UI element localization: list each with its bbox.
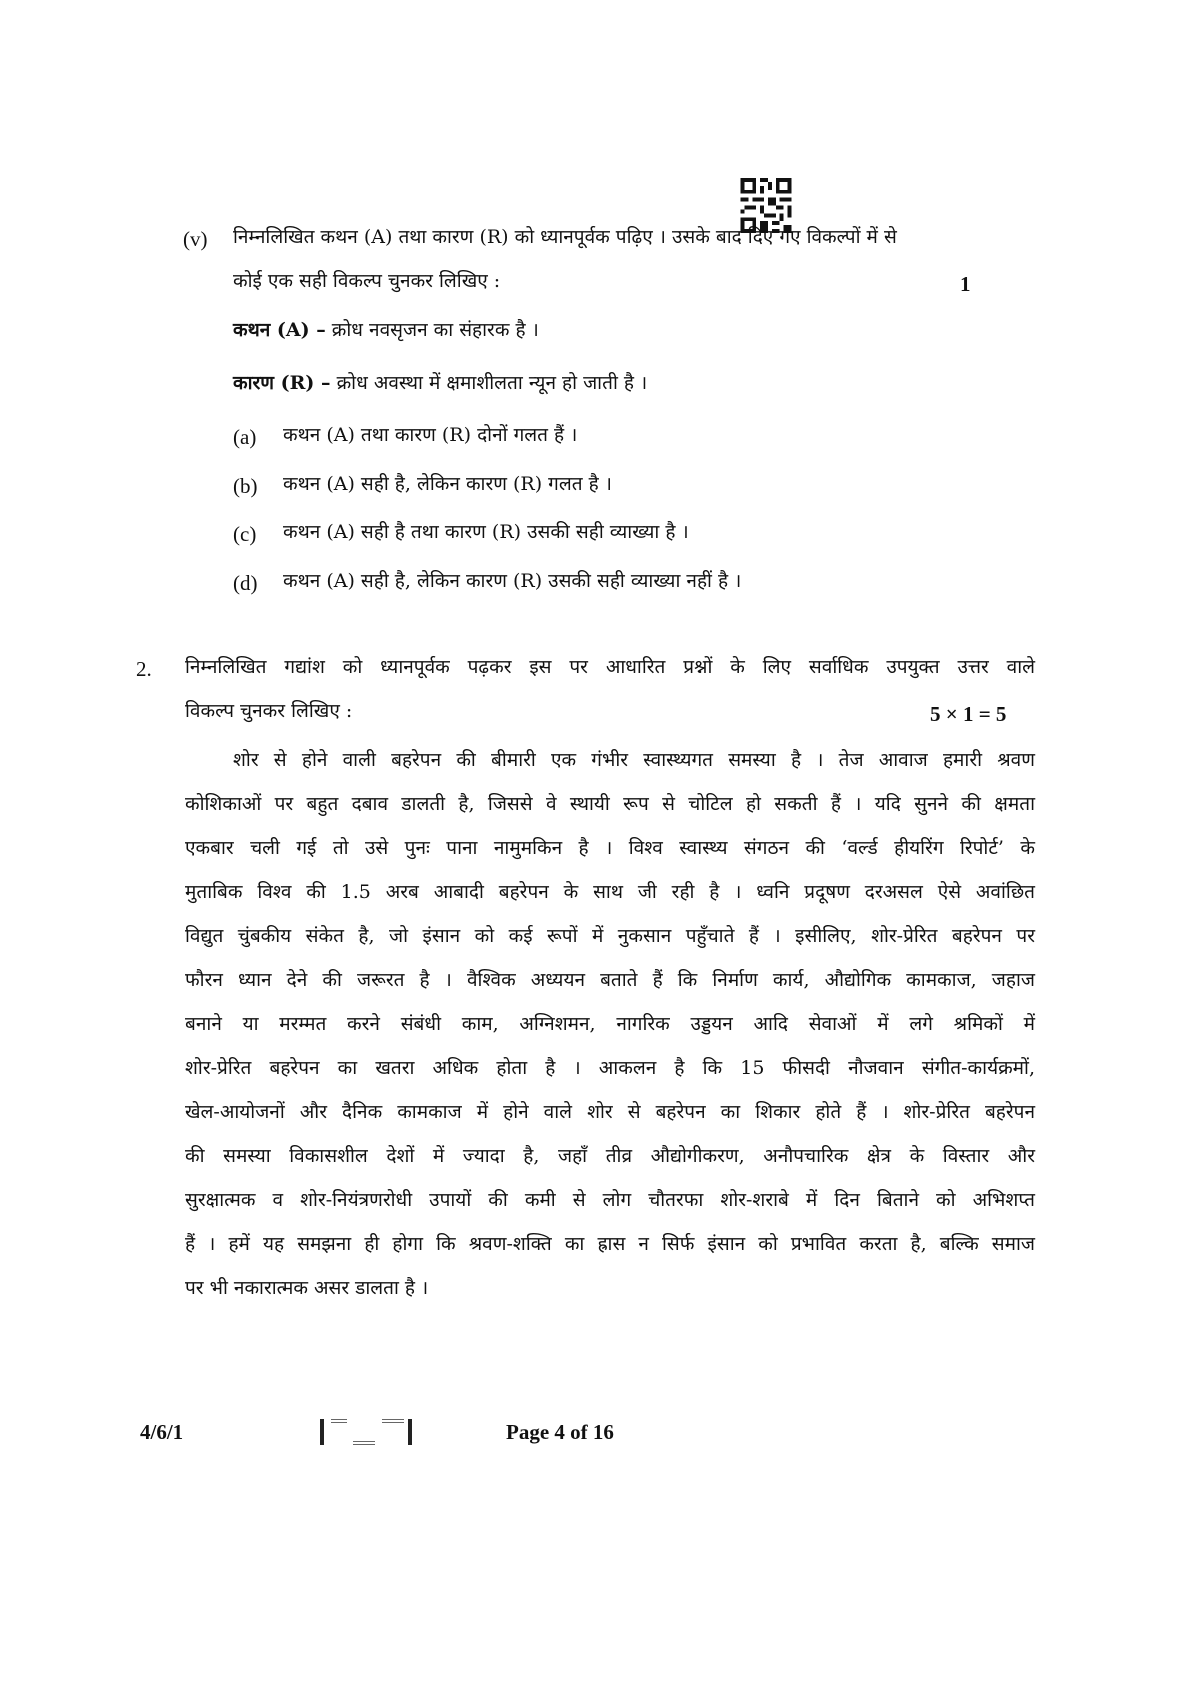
reason-text: क्रोध अवस्था में क्षमाशीलता न्यून हो जाती है । [336, 372, 648, 394]
passage-line: की समस्या विकासशील देशों में ज्यादा है, जहाँ तीव्र औद्योगीकरण, अनौपचारिक क्षेत्र के विस्तार और [185, 1145, 1035, 1167]
barcode-icon [320, 1417, 415, 1447]
option-label: (d) [233, 571, 258, 595]
question-instruction: निम्नलिखित गद्यांश को ध्यानपूर्वक पढ़कर इस पर आधारित प्रश्नों के लिए सर्वाधिक उपयुक्त उत्तर वाले [185, 656, 1035, 678]
question-number: 2. [136, 657, 152, 681]
option-text: कथन (A) सही है, लेकिन कारण (R) उसकी सही व्याख्या नहीं है । [283, 570, 742, 592]
question-number: (v) [183, 227, 208, 251]
passage-line: खेल-आयोजनों और दैनिक कामकाज में होने वाले शोर से बहरेपन का शिकार होते हैं । शोर-प्रेरित बहरेपन [185, 1101, 1035, 1123]
passage-line: शोर से होने वाली बहरेपन की बीमारी एक गंभीर स्वास्थ्यगत समस्या है । तेज आवाज हमारी श्रवण [233, 749, 1035, 771]
assertion [233, 321, 539, 340]
question-instruction: निम्नलिखित कथन (A) तथा कारण (R) को ध्यानपूर्वक पढ़िए । उसके बाद दिए गए विकल्पों में से [233, 226, 897, 248]
assertion-label: कथन (A) – [233, 319, 326, 341]
passage-line: विद्युत चुंबकीय संकेत है, जो इंसान को कई रूपों में नुकसान पहुँचाते हैं । इसीलिए, शोर-प्रेरित बहरेपन पर [185, 925, 1035, 947]
option-text: कथन (A) तथा कारण (R) दोनों गलत हैं । [283, 424, 578, 446]
question-instruction-cont: कोई एक सही विकल्प चुनकर लिखिए : [233, 270, 501, 292]
passage-line: मुताबिक विश्व की 1.5 अरब आबादी बहरेपन के साथ जी रही है । ध्वनि प्रदूषण दरअसल ऐसे अवांछित [185, 881, 1035, 903]
passage-line: शोर-प्रेरित बहरेपन का खतरा अधिक होता है । आकलन है कि 15 फीसदी नौजवान संगीत-कार्यक्रमों, [185, 1057, 1035, 1079]
passage-line: फौरन ध्यान देने की जरूरत है । वैश्विक अध्ययन बताते हैं कि निर्माण कार्य, औद्योगिक कामकाज, जहाज [185, 969, 1035, 991]
marks: 1 [960, 272, 971, 296]
page-number: Page 4 of 16 [506, 1420, 614, 1444]
reason-label: कारण (R) – [233, 372, 331, 394]
passage-line: एकबार चली गई तो उसे पुनः पाना नामुमकिन है । विश्व स्वास्थ्य संगठन की ‘वर्ल्ड हीयरिंग रिपोर्ट’ के [185, 837, 1035, 859]
passage-line: हैं । हमें यह समझना ही होगा कि श्रवण-शक्ति का ह्रास न सिर्फ इंसान को प्रभावित करता है, बल्कि समाज [185, 1233, 1035, 1255]
option-label: (c) [233, 522, 257, 546]
marks: 5 × 1 = 5 [930, 702, 1007, 726]
passage-line: कोशिकाओं पर बहुत दबाव डालती है, जिससे वे स्थायी रूप से चोटिल हो सकती हैं । यदि सुनने की क्षमता [185, 793, 1035, 815]
assertion-text: क्रोध नवसृजन का संहारक है । [331, 319, 539, 341]
option-text: कथन (A) सही है, लेकिन कारण (R) गलत है । [283, 473, 612, 495]
question-instruction-cont: विकल्प चुनकर लिखिए : [185, 700, 353, 722]
passage-line: बनाने या मरम्मत करने संबंधी काम, अग्निशमन, नागरिक उड्डयन आदि सेवाओं में लगे श्रमिकों में [185, 1013, 1035, 1035]
qr-code-icon [740, 178, 792, 233]
option-label: (a) [233, 425, 257, 449]
passage-line: पर भी नकारात्मक असर डालता है । [185, 1277, 429, 1299]
paper-code: 4/6/1 [140, 1420, 184, 1444]
passage-line: सुरक्षात्मक व शोर-नियंत्रणरोधी उपायों की कमी से लोग चौतरफा शोर-शराबे में दिन बिताने को अभिशप्त [185, 1189, 1035, 1211]
reason [233, 374, 647, 393]
option-text: कथन (A) सही है तथा कारण (R) उसकी सही व्याख्या है । [283, 521, 689, 543]
option-label: (b) [233, 474, 258, 498]
